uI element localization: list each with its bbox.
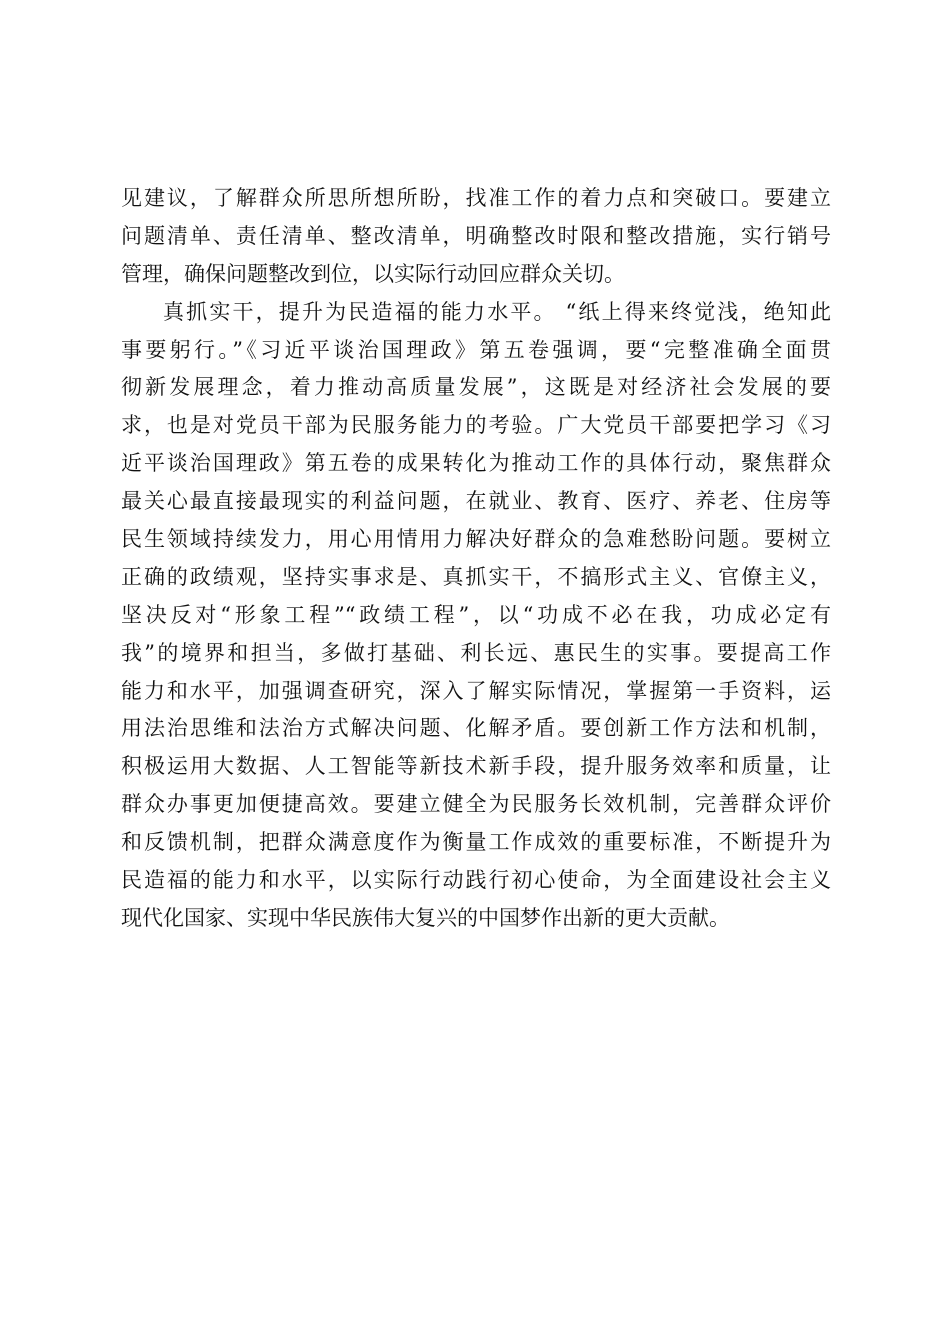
text-line: 问题清单、责任清单、整改清单，明确整改时限和整改措施，实行销号 bbox=[121, 223, 831, 248]
text-line: 正确的政绩观，坚持实事求是、真抓实干，不搞形式主义、官僚主义， bbox=[121, 564, 831, 589]
text-line: 和反馈机制，把群众满意度作为衡量工作成效的重要标准，不断提升为 bbox=[121, 830, 831, 855]
text-line: 民造福的能力和水平，以实际行动践行初心使命，为全面建设社会主义 bbox=[121, 868, 831, 893]
text-line: 我”的境界和担当，多做打基础、利长远、惠民生的实事。要提高工作 bbox=[121, 640, 831, 665]
text-line: 坚决反对“形象工程”“政绩工程”，以“功成不必在我，功成必定有 bbox=[121, 602, 831, 627]
document-page bbox=[121, 180, 831, 938]
text-line: 近平谈治国理政》第五卷的成果转化为推动工作的具体行动，聚焦群众 bbox=[121, 451, 831, 476]
text-line: 最关心最直接最现实的利益问题，在就业、教育、医疗、养老、住房等 bbox=[121, 489, 831, 514]
text-line: 积极运用大数据、人工智能等新技术新手段，提升服务效率和质量，让 bbox=[121, 754, 831, 779]
text-line: 求，也是对党员干部为民服务能力的考验。广大党员干部要把学习《习 bbox=[121, 413, 831, 438]
text-line: 彻新发展理念，着力推动高质量发展”，这既是对经济社会发展的要 bbox=[121, 375, 831, 400]
text-line: 见建议，了解群众所思所想所盼，找准工作的着力点和突破口。要建立 bbox=[121, 186, 831, 210]
text-line: 用法治思维和法治方式解决问题、化解矛盾。要创新工作方法和机制， bbox=[121, 716, 831, 741]
text-line: 群众办事更加便捷高效。要建立健全为民服务长效机制，完善群众评价 bbox=[121, 792, 831, 817]
paragraph-1 bbox=[121, 180, 831, 294]
text-line: 管理，确保问题整改到位，以实际行动回应群众关切。 bbox=[121, 261, 625, 286]
text-line: 现代化国家、实现中华民族伟大复兴的中国梦作出新的更大贡献。 bbox=[121, 905, 730, 930]
text-line: 能力和水平，加强调查研究，深入了解实际情况，掌握第一手资料，运 bbox=[121, 678, 831, 703]
text-line: 民生领域持续发力，用心用情用力解决好群众的急难愁盼问题。要树立 bbox=[121, 527, 831, 552]
paragraph-2 bbox=[121, 294, 831, 938]
text-line: 事要躬行。”《习近平谈治国理政》第五卷强调，要“完整准确全面贯 bbox=[121, 337, 831, 362]
text-line: 真抓实干，提升为民造福的能力水平。 “纸上得来终觉浅，绝知此 bbox=[163, 299, 831, 324]
